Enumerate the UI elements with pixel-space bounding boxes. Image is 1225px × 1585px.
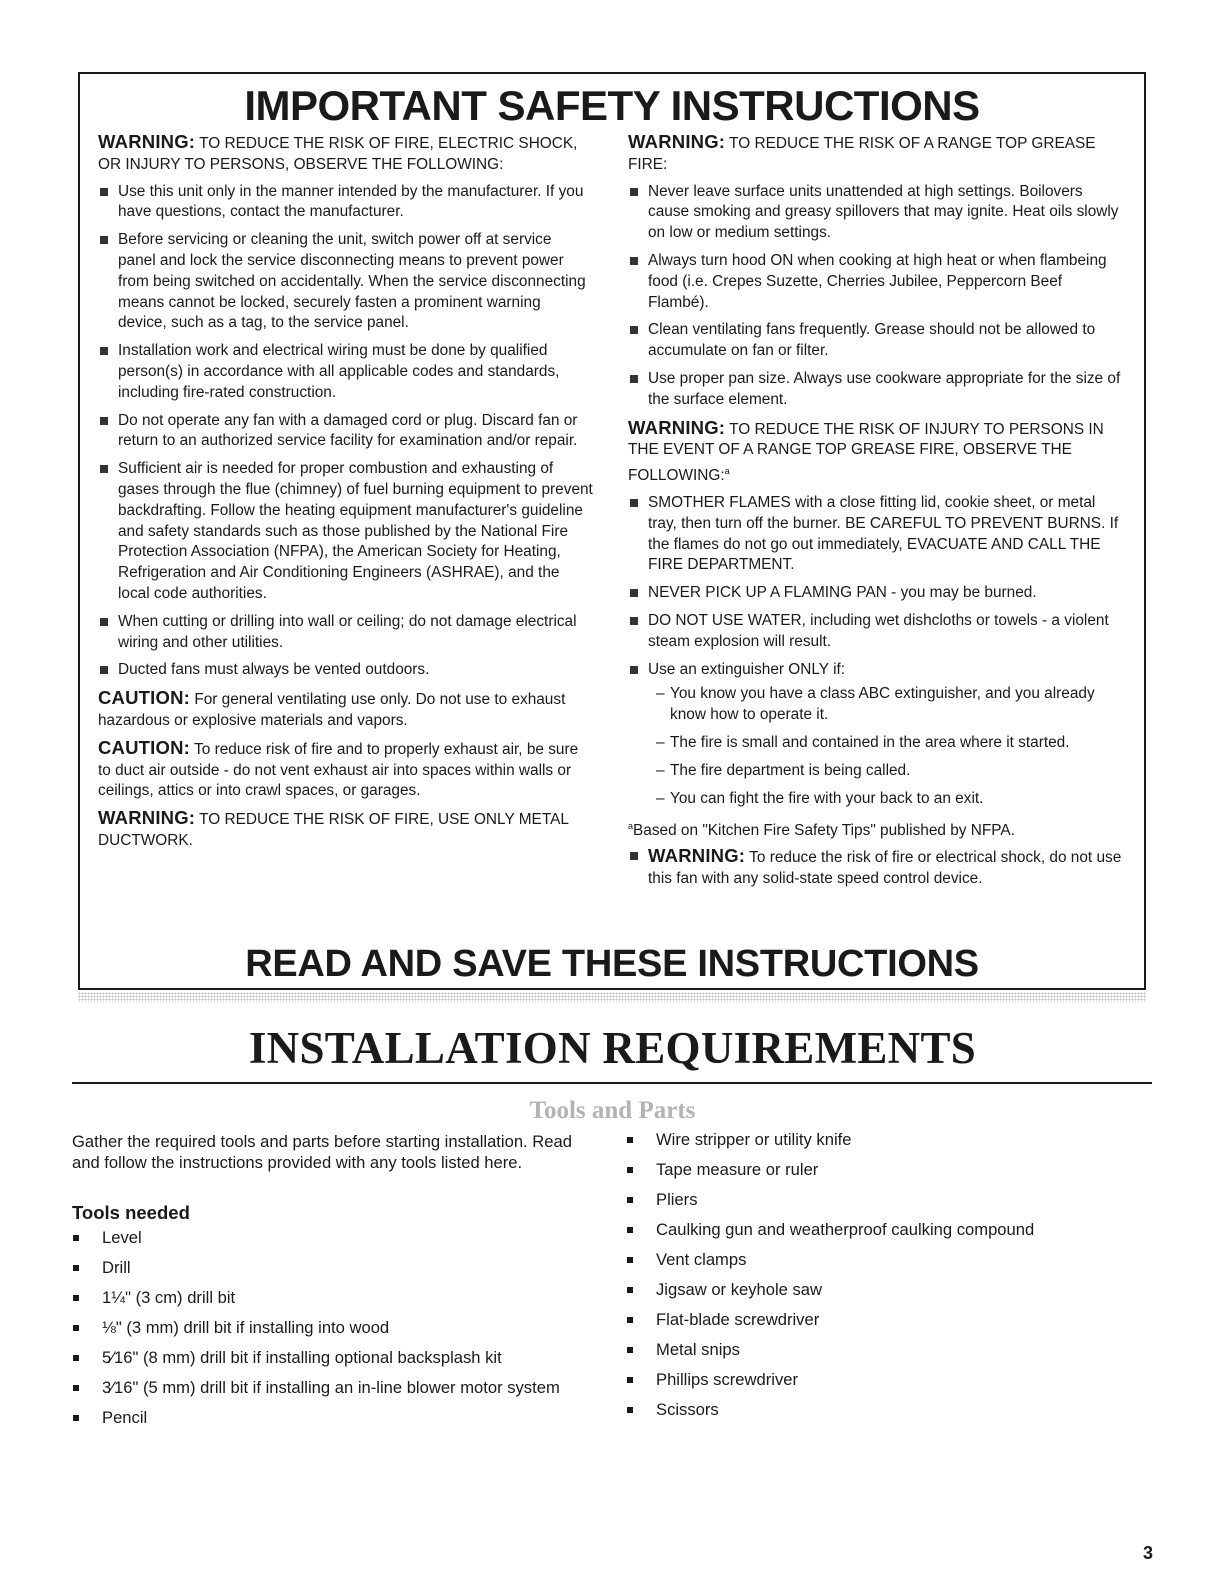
warning-label: WARNING: <box>98 807 196 829</box>
dotted-divider <box>78 992 1146 1002</box>
list-item: 1¼" (3 cm) drill bit <box>72 1288 602 1318</box>
list-item: Pliers <box>626 1190 1146 1220</box>
footnote <box>628 816 1123 842</box>
tools-left-column <box>72 1132 602 1438</box>
list-item: Metal snips <box>626 1340 1146 1370</box>
caution-exhaust <box>98 738 593 802</box>
footnote-text: Based on "Kitchen Fire Safety Tips" published by NFPA. <box>633 822 1015 840</box>
list-item: Ducted fans must always be vented outdoors. <box>98 660 593 681</box>
list-item: Tape measure or ruler <box>626 1160 1146 1190</box>
list-item: 5⁄16" (8 mm) drill bit if installing optional backsplash kit <box>72 1348 602 1378</box>
caution-text: For general ventilating use only. Do not use to exhaust hazardous or explosive materials and vapors. <box>98 691 566 729</box>
list-item: Vent clamps <box>626 1250 1146 1280</box>
list-item: Use proper pan size. Always use cookware appropriate for the size of the surface element. <box>628 369 1123 411</box>
general-safety-list <box>98 182 593 682</box>
caution-ventilating <box>98 688 593 732</box>
list-item: Always turn hood ON when cooking at high heat or when flambeing food (i.e. Crepes Suzette, Cherries Jubilee, Peppercorn Beef Flambé). <box>628 251 1123 313</box>
list-item: Use this unit only in the manner intended by the manufacturer. If you have questions, contact the manufacturer. <box>98 182 593 224</box>
safety-right-column <box>628 132 1123 896</box>
tools-needed-list <box>72 1228 602 1438</box>
list-item: DO NOT USE WATER, including wet dishcloths or towels - a violent steam explosion will result. <box>628 611 1123 653</box>
tools-right-column <box>626 1130 1146 1430</box>
caution-label: CAUTION: <box>98 736 191 758</box>
footnote-marker: a <box>628 821 634 832</box>
sub-list-item: – The fire is small and contained in the area where it started. <box>656 733 1123 754</box>
safety-left-column <box>98 132 593 858</box>
tools-and-parts-heading: Tools and Parts <box>529 1097 696 1124</box>
list-item: Sufficient air is needed for proper combustion and exhausting of gases through the flue (chimney) of fuel burning equipment to prevent backdrafting. Follow the heating equipment manufacturer's guideline and safety standards such as those published by the National Fire Protection Association (NFPA), the American Society for Heating, Refrigeration and Air Conditioning Engineers (ASHRAE), and the local code authorities. <box>98 459 593 605</box>
warning-grease-fire <box>628 132 1123 176</box>
list-item: Level <box>72 1228 602 1258</box>
list-item: Installation work and electrical wiring must be done by qualified person(s) in accordance with all applicable codes and standards, including fire-rated construction. <box>98 341 593 403</box>
read-and-save-heading: READ AND SAVE THESE INSTRUCTIONS <box>245 943 979 985</box>
list-item: Wire stripper or utility knife <box>626 1130 1146 1160</box>
footnote-marker: a <box>724 466 730 477</box>
caution-label: CAUTION: <box>98 687 191 709</box>
warning-label: WARNING: <box>648 845 746 867</box>
section-rule <box>72 1082 1152 1084</box>
list-item: 3⁄16" (5 mm) drill bit if installing an in-line blower motor system <box>72 1378 602 1408</box>
list-item: NEVER PICK UP A FLAMING PAN - you may be burned. <box>628 583 1123 604</box>
list-item-text: Use an extinguisher ONLY if: <box>648 660 846 678</box>
page-number: 3 <box>1142 1543 1153 1563</box>
list-item: ⅛" (3 mm) drill bit if installing into wood <box>72 1318 602 1348</box>
tools-needed-heading: Tools needed <box>72 1202 190 1223</box>
list-item: Pencil <box>72 1408 602 1438</box>
warning-text: TO REDUCE THE RISK OF FIRE, USE ONLY METAL DUCTWORK. <box>98 811 569 849</box>
list-item: Caulking gun and weatherproof caulking compound <box>626 1220 1146 1250</box>
safety-title: IMPORTANT SAFETY INSTRUCTIONS <box>244 82 980 129</box>
warning-text: TO REDUCE THE RISK OF FIRE, ELECTRIC SHOCK, OR INJURY TO PERSONS, OBSERVE THE FOLLOWING: <box>98 135 578 173</box>
tools-list-continued <box>626 1130 1146 1430</box>
list-item: Before servicing or cleaning the unit, switch power off at service panel and lock the service disconnecting means to prevent power from being switched on accidentally. When the service disconnecting means cannot be locked, securely fasten a prominent warning device, such as a tag, to the service panel. <box>98 230 593 334</box>
warning-label: WARNING: <box>628 131 726 152</box>
list-item: Do not operate any fan with a damaged cord or plug. Discard fan or return to an authorized service facility for examination and/or repair. <box>98 411 593 453</box>
safety-instructions-box <box>78 72 1146 990</box>
installation-requirements-title: INSTALLATION REQUIREMENTS <box>248 1023 977 1073</box>
warning-speed-control <box>628 846 1123 890</box>
list-item: Flat-blade screwdriver <box>626 1310 1146 1340</box>
list-item: Never leave surface units unattended at high settings. Boilovers cause smoking and greasy spillovers that may ignite. Heat oils slowly on low or medium settings. <box>628 182 1123 244</box>
list-item: Phillips screwdriver <box>626 1370 1146 1400</box>
warning-text: TO REDUCE THE RISK OF INJURY TO PERSONS IN THE EVENT OF A RANGE TOP GREASE FIRE, OBSERVE THE FOLLOWING: <box>628 420 1104 485</box>
warning-text: To reduce the risk of fire or electrical shock, do not use this fan with any solid-state speed control device. <box>648 849 1122 888</box>
warning-label: WARNING: <box>628 416 726 438</box>
list-item: Jigsaw or keyhole saw <box>626 1280 1146 1310</box>
warning-general <box>98 132 593 176</box>
warning-text: TO REDUCE THE RISK OF A RANGE TOP GREASE FIRE: <box>628 135 1096 173</box>
list-item: Scissors <box>626 1400 1146 1430</box>
list-item: When cutting or drilling into wall or ceiling; do not damage electrical wiring and other utilities. <box>98 612 593 654</box>
caution-text: To reduce risk of fire and to properly exhaust air, be sure to duct air outside - do not vent exhaust air into spaces within walls or ceilings, attics or into crawl spaces, or garages. <box>98 740 579 800</box>
warning-ductwork <box>98 808 593 852</box>
warning-injury <box>628 418 1123 488</box>
sub-list-item: – You know you have a class ABC extinguisher, and you already know how to operate it. <box>656 684 1123 726</box>
list-item <box>628 660 1123 810</box>
extinguisher-conditions-list <box>648 684 1123 809</box>
list-item: SMOTHER FLAMES with a close fitting lid, cookie sheet, or metal tray, then turn off the burner. BE CAREFUL TO PREVENT BURNS. If the flames do not go out immediately, EVACUATE AND CALL THE FIRE DEPARTMENT. <box>628 493 1123 576</box>
list-item: Drill <box>72 1258 602 1288</box>
warning-label: WARNING: <box>98 131 196 152</box>
intro-paragraph: Gather the required tools and parts before starting installation. Read and follow the instructions provided with any tools listed here. <box>72 1132 572 1172</box>
fire-response-list <box>628 493 1123 809</box>
sub-list-item: – You can fight the fire with your back to an exit. <box>656 789 1123 810</box>
grease-fire-list <box>628 182 1123 411</box>
list-item: Clean ventilating fans frequently. Grease should not be allowed to accumulate on fan or filter. <box>628 320 1123 362</box>
sub-list-item: – The fire department is being called. <box>656 761 1123 782</box>
